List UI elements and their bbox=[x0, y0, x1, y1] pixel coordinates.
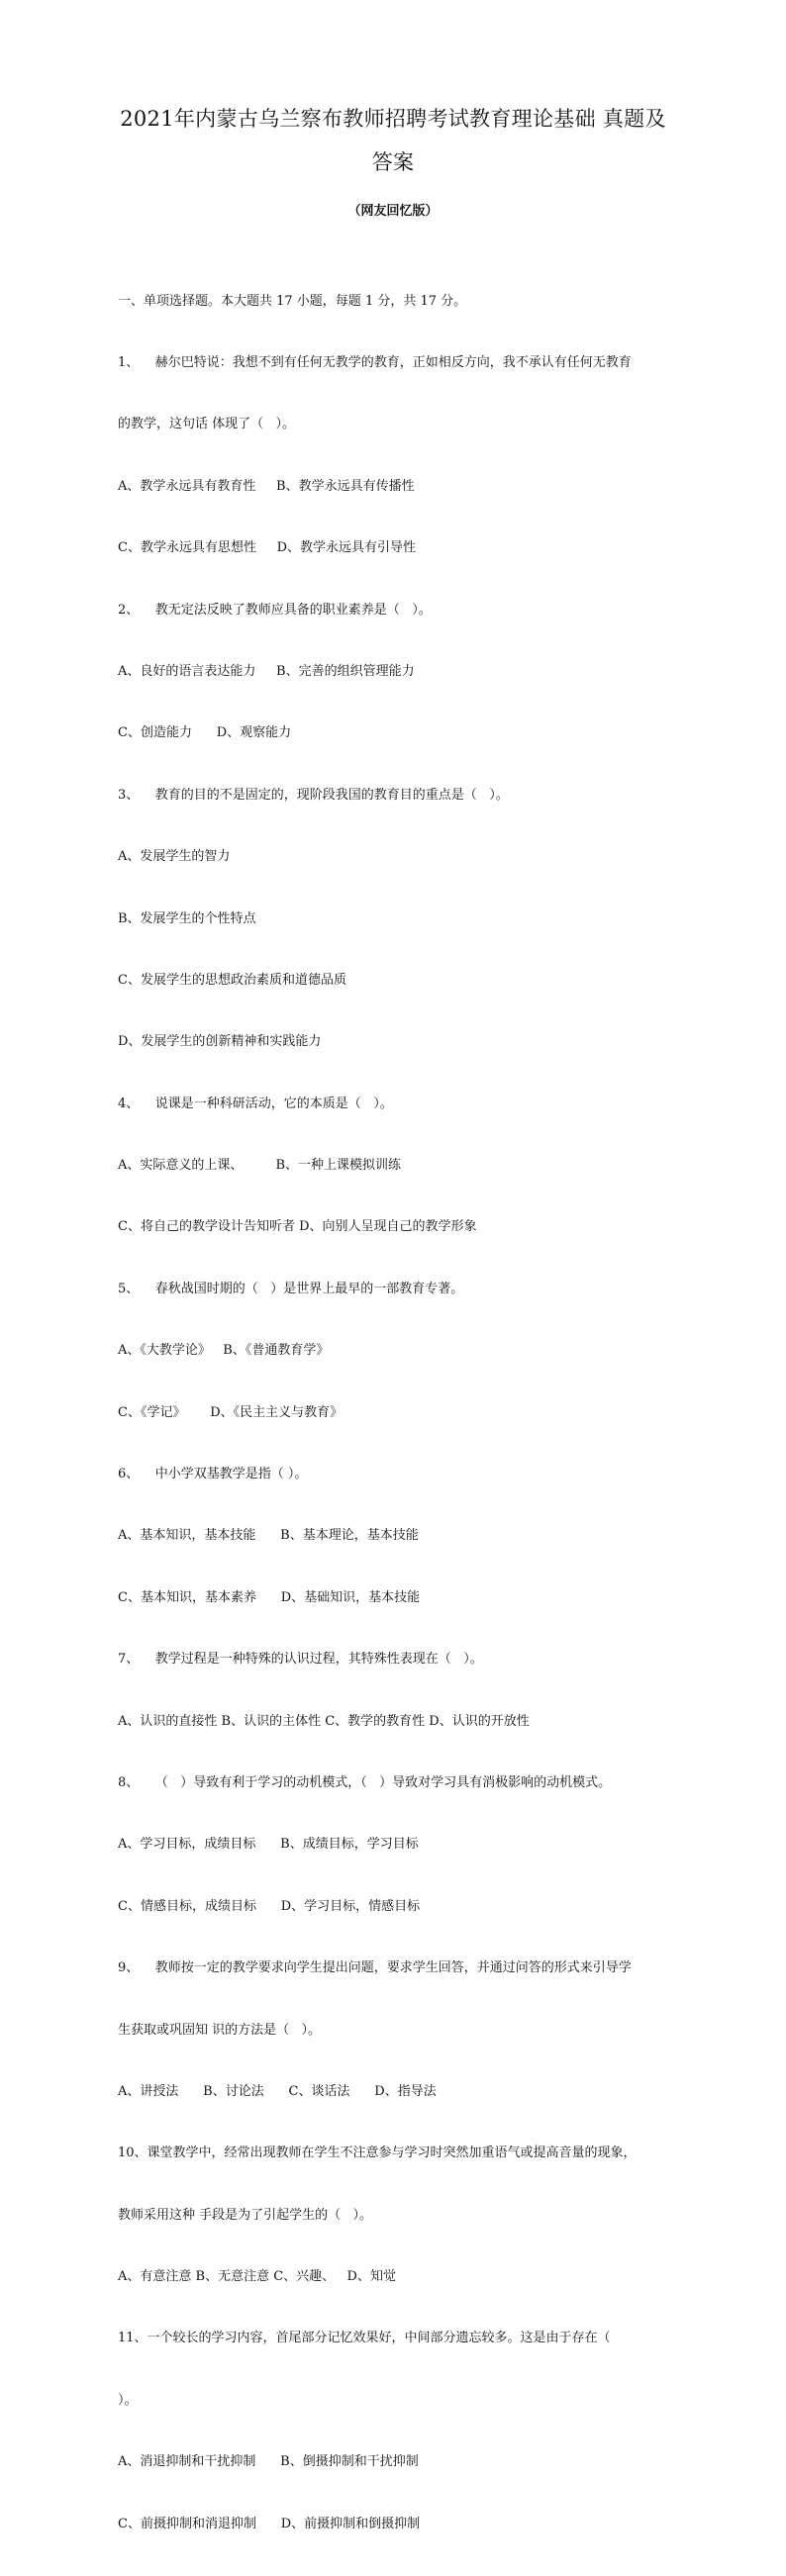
text-line: A、基本知识，基本技能 B、基本理论，基本技能 bbox=[118, 1528, 419, 1544]
text-line: 生获取或巩固知 识的方法是（ ）。 bbox=[118, 2022, 322, 2038]
document-title-line-1: 2021年内蒙古乌兰察布教师招聘考试教育理论基础 真题及 bbox=[120, 107, 666, 131]
text-line: C、教学永远具有思想性 D、教学永远具有引导性 bbox=[118, 540, 417, 556]
text-line: 1、 赫尔巴特说：我想不到有任何无教学的教育，正如相反方向，我不承认有任何无教育 bbox=[118, 354, 632, 370]
text-line: A、学习目标，成绩目标 B、成绩目标，学习目标 bbox=[118, 1837, 419, 1853]
text-line: 11、一个较长的学习内容，首尾部分记忆效果好，中间部分遗忘较多。这是由于存在（ bbox=[118, 2331, 611, 2346]
text-line: ）。 bbox=[118, 2392, 138, 2408]
text-line: A、教学永远具有教育性 B、教学永远具有传播性 bbox=[118, 478, 415, 494]
text-line: A、良好的语言表达能力 B、完善的组织管理能力 bbox=[118, 663, 415, 679]
text-line: 4、 说课是一种科研活动，它的本质是（ ）。 bbox=[118, 1096, 393, 1111]
text-line: A、发展学生的智力 bbox=[118, 849, 231, 865]
text-line: C、将自己的教学设计告知听者 D、向别人呈现自己的教学形象 bbox=[118, 1219, 477, 1235]
text-line: A、有意注意 B、无意注意 C、兴趣、 D、知觉 bbox=[118, 2269, 396, 2285]
text-line: 9、 教师按一定的教学要求向学生提出问题，要求学生回答，并通过问答的形式来引导学 bbox=[118, 1960, 632, 1976]
text-line: A、消退抑制和干扰抑制 B、倒摄抑制和干扰抑制 bbox=[118, 2454, 419, 2470]
text-line: A、《大教学论》 B、《普通教育学》 bbox=[118, 1343, 330, 1359]
text-line: 8、 （ ）导致有利于学习的动机模式，（ ）导致对学习具有消极影响的动机模式。 bbox=[118, 1774, 612, 1790]
text-line: 3、 教育的目的不是固定的，现阶段我国的教育目的重点是（ ）。 bbox=[118, 787, 509, 803]
document-title-line-2: 答案 bbox=[371, 150, 415, 174]
text-line: C、创造能力 D、观察能力 bbox=[118, 725, 292, 741]
text-line: C、情感目标，成绩目标 D、学习目标，情感目标 bbox=[118, 1898, 421, 1914]
question-body bbox=[118, 250, 682, 2576]
text-line: 教师采用这种 手段是为了引起学生的（ ）。 bbox=[118, 2207, 373, 2223]
text-line: 6、 中小学双基教学是指（ ）。 bbox=[118, 1467, 308, 1482]
text-line: A、讲授法 B、讨论法 C、谈话法 D、指导法 bbox=[118, 2083, 437, 2099]
text-line: C、前摄抑制和消退抑制 D、前摄抑制和倒摄抑制 bbox=[118, 2516, 421, 2531]
text-line: 10、课堂教学中，经常出现教师在学生不注意参与学习时突然加重语气或提高音量的现象， bbox=[118, 2146, 637, 2161]
text-line: 的教学，这句话 体现了（ ）。 bbox=[118, 417, 296, 432]
text-line: C、《学记》 D、《民主主义与教育》 bbox=[118, 1404, 344, 1420]
text-line: B、发展学生的个性特点 bbox=[118, 910, 256, 926]
text-line: 一、单项选择题。本大题共 17 小题，每题 1 分，共 17 分。 bbox=[118, 293, 467, 309]
document-subtitle: （网友回忆版） bbox=[347, 204, 439, 219]
text-line: A、实际意义的上课、 B、一种上课模拟训练 bbox=[118, 1158, 402, 1174]
text-line: 7、 教学过程是一种特殊的认识过程，其特殊性表现在（ ）。 bbox=[118, 1652, 483, 1668]
text-line: A、认识的直接性 B、认识的主体性 C、教学的教育性 D、认识的开放性 bbox=[118, 1713, 530, 1729]
text-line: 5、 春秋战国时期的（ ）是世界上最早的一部教育专著。 bbox=[118, 1281, 464, 1296]
text-line: D、发展学生的创新精神和实践能力 bbox=[118, 1034, 322, 1050]
text-line: C、基本知识，基本素养 D、基础知识，基本技能 bbox=[118, 1589, 421, 1605]
text-line: 2、 教无定法反映了教师应具备的职业素养是（ ）。 bbox=[118, 602, 432, 618]
text-line: C、发展学生的思想政治素质和道德品质 bbox=[118, 972, 346, 988]
